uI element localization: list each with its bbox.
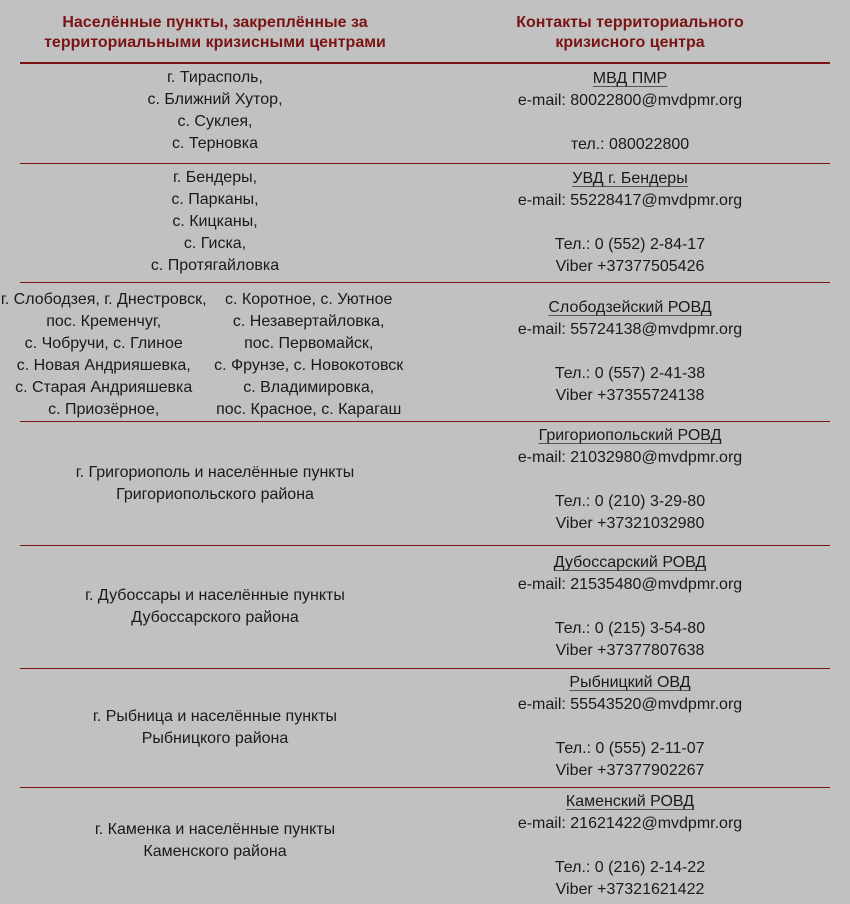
settlement: с. Владимировка, — [243, 379, 375, 396]
settlement: с. Новая Андрияшевка, — [16, 357, 191, 374]
settlement: с. Гиска, — [183, 235, 247, 252]
viber: Viber +37377902267 — [555, 762, 705, 779]
settlement: г. Каменка и населённые пункты — [94, 821, 336, 838]
settlement: пос. Первомайск, — [244, 335, 374, 352]
org-link[interactable]: Слободзейский РОВД — [548, 299, 712, 316]
settlement: г. Григориополь и населённые пункты — [75, 463, 355, 481]
settlement: г. Рыбница и населённые пункты — [92, 708, 338, 725]
header-contacts-line1: Контакты территориального — [516, 14, 744, 31]
viber: Viber +37321621422 — [555, 881, 705, 898]
settlement: пос. Кременчуг, — [46, 313, 162, 330]
settlement: с. Суклея, — [177, 113, 253, 130]
contacts-cell — [410, 422, 830, 545]
header-settlements — [20, 0, 410, 62]
settlements-cell — [20, 422, 410, 545]
viber: Viber +37355724138 — [555, 387, 705, 404]
contacts-cell — [410, 546, 830, 668]
email: e-mail: 55724138@mvdpmr.org — [517, 321, 743, 338]
org-link[interactable]: Рыбницкий ОВД — [569, 674, 691, 691]
table-header — [20, 0, 830, 64]
phone: Тел.: 0 (552) 2-84-17 — [554, 236, 706, 253]
email: e-mail: 21621422@mvdpmr.org — [517, 815, 743, 832]
phone: Тел.: 0 (210) 3-29-80 — [554, 493, 706, 510]
header-contacts-line2: кризисного центра — [555, 34, 705, 51]
settlements-cell — [20, 164, 410, 282]
settlement: с. Коротное, с. Уютное — [225, 291, 393, 308]
org-link[interactable]: Каменский РОВД — [565, 793, 695, 810]
email: e-mail: 80022800@mvdpmr.org — [517, 92, 743, 109]
email: e-mail: 55228417@mvdpmr.org — [517, 192, 743, 209]
settlements-cell — [20, 788, 410, 904]
table-row — [20, 788, 830, 904]
settlement: г. Бендеры, — [172, 169, 258, 186]
settlement: г. Тирасполь, — [167, 69, 263, 86]
email: e-mail: 21032980@mvdpmr.org — [517, 449, 743, 466]
settlements-cell — [20, 546, 410, 668]
settlement: Каменского района — [143, 843, 287, 860]
settlement: Рыбницкого района — [141, 730, 289, 747]
org-link[interactable]: МВД ПМР — [592, 70, 668, 87]
settlement: с. Парканы, — [171, 191, 259, 208]
contacts-cell — [410, 64, 830, 163]
settlements-column-2 — [207, 289, 410, 421]
phone: Тел.: 0 (216) 2-14-22 — [554, 859, 706, 876]
header-settlements-line2: территориальными кризисными центрами — [44, 34, 386, 51]
table-row — [20, 546, 830, 669]
settlement: с. Ближний Хутор, — [147, 91, 283, 108]
table-row — [0, 283, 830, 422]
table-row — [20, 422, 830, 546]
phone: Тел.: 0 (215) 3-54-80 — [554, 620, 706, 637]
phone: Тел.: 0 (557) 2-41-38 — [554, 365, 706, 382]
settlements-cell — [20, 64, 410, 163]
header-settlements-line1: Населённые пункты, закреплённые за — [62, 14, 368, 31]
settlement: с. Чобручи, с. Глиное — [24, 335, 183, 352]
settlement: г. Слободзея, г. Днестровск, — [0, 291, 207, 308]
header-contacts — [410, 0, 830, 62]
viber: Viber +37377505426 — [555, 258, 705, 275]
settlement: с. Незавертайловка, — [232, 313, 385, 330]
settlement: с. Фрунзе, с. Новокотовск — [214, 357, 404, 374]
org-link[interactable]: УВД г. Бендеры — [572, 170, 688, 187]
email: e-mail: 21535480@mvdpmr.org — [517, 576, 743, 593]
settlement: с. Приозёрное, — [48, 401, 160, 418]
settlements-column-1 — [0, 289, 207, 421]
phone: Тел.: 0 (555) 2-11-07 — [555, 740, 705, 757]
table-row — [20, 669, 830, 788]
table-row — [20, 164, 830, 283]
settlement: Дубоссарского района — [131, 609, 299, 626]
settlement: г. Дубоссары и населённые пункты — [85, 587, 345, 604]
contacts-cell — [410, 669, 830, 787]
settlements-cell — [20, 669, 410, 787]
viber: Viber +37377807638 — [555, 642, 705, 659]
settlement: с. Кицканы, — [172, 213, 258, 230]
email: e-mail: 55543520@mvdpmr.org — [517, 696, 743, 713]
settlement: Григориопольского района — [116, 485, 314, 503]
org-link[interactable]: Дубоссарский РОВД — [553, 554, 707, 571]
settlements-cell — [0, 283, 410, 421]
org-link[interactable]: Григориопольский РОВД — [538, 427, 722, 444]
settlement: с. Старая Андрияшевка — [15, 379, 193, 396]
settlement: с. Протягайловка — [150, 257, 280, 274]
contacts-cell — [410, 164, 830, 282]
contacts-cell — [410, 788, 830, 904]
settlement: пос. Красное, с. Карагаш — [216, 401, 402, 418]
settlement: с. Терновка — [171, 135, 259, 152]
viber: Viber +37321032980 — [555, 515, 705, 532]
table-row — [20, 64, 830, 164]
contacts-cell — [410, 283, 830, 421]
phone: тел.: 080022800 — [570, 136, 690, 153]
